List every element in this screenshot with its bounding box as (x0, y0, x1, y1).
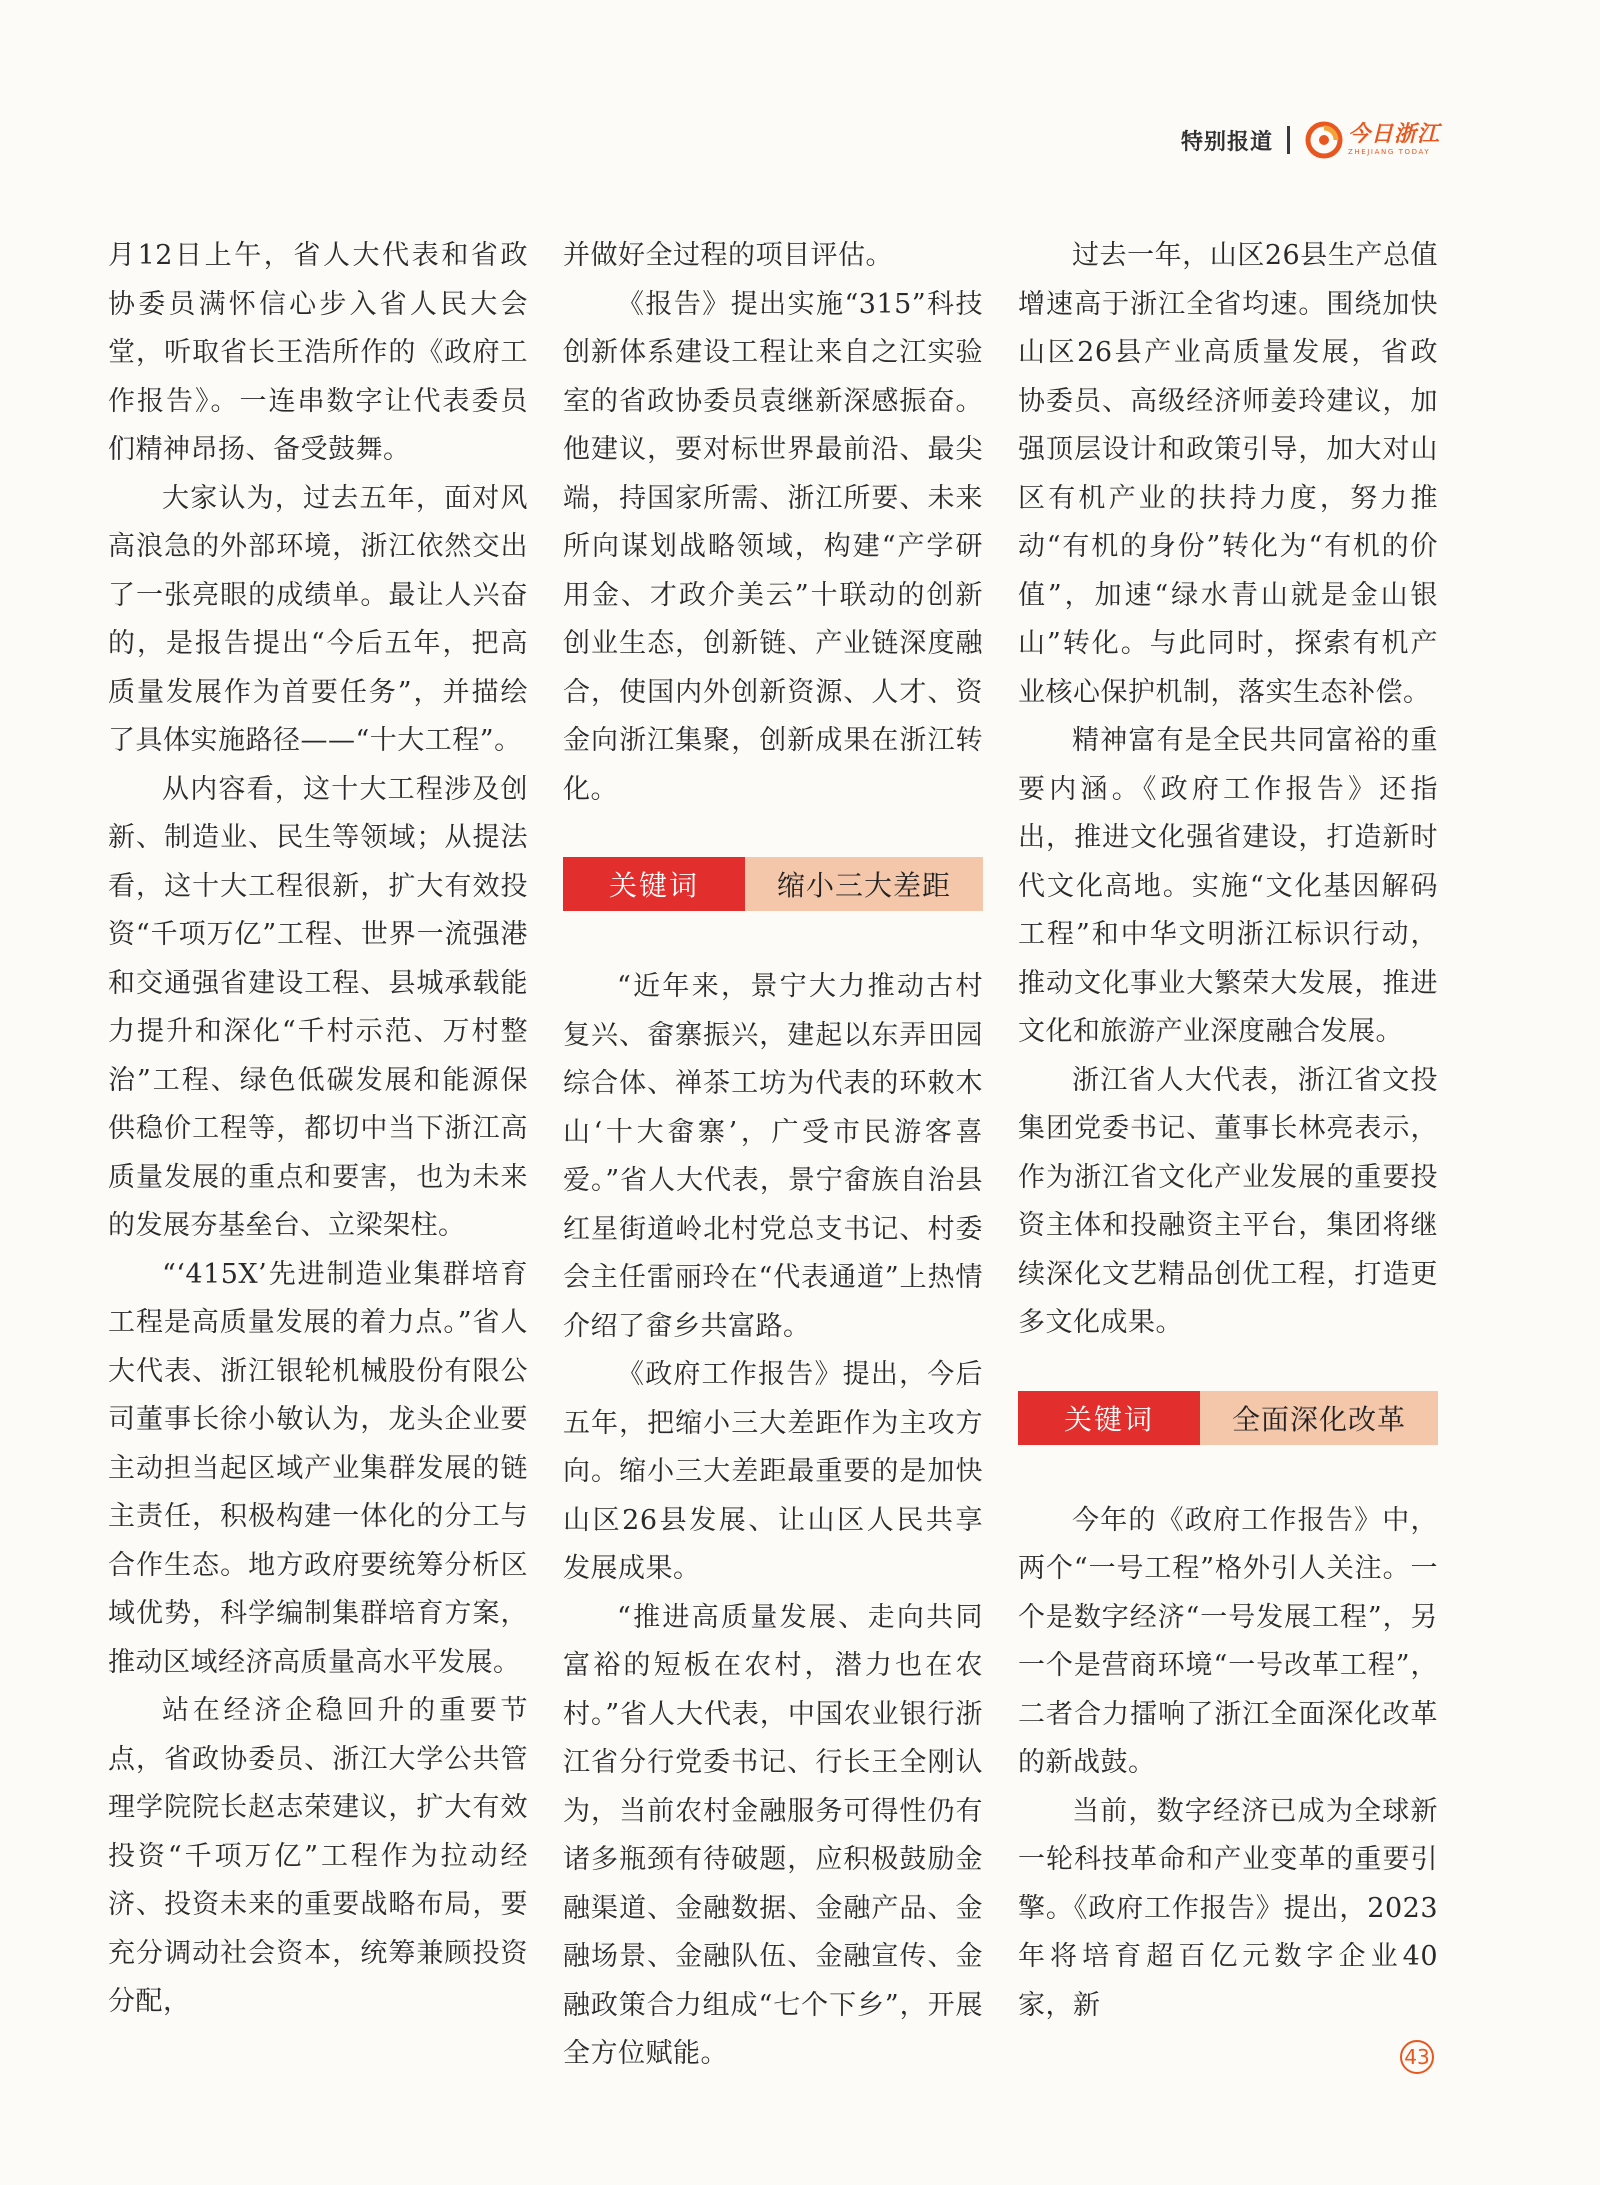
keyword-topic: 全面深化改革 (1200, 1391, 1438, 1445)
paragraph: 过去一年，山区26县生产总值增速高于浙江全省均速。围绕加快山区26县产业高质量发展，省政协委员、高级经济师姜玲建议，加强顶层设计和政策引导，加大对山区有机产业的扶持力度，努力推动“有机的身份”转化为“有机的价值”，加速“绿水青山就是金山银山”转化。与此同时，探索有机产业核心保护机制，落实生态补偿。 (1018, 240, 1438, 708)
paragraph: 浙江省人大代表，浙江省文投集团党委书记、董事长林亮表示，作为浙江省文化产业发展的重要投资主体和投融资主平台，集团将继续深化文艺精品创优工程，打造更多文化成果。 (1018, 1064, 1438, 1338)
paragraph: 站在经济企稳回升的重要节点，省政协委员、浙江大学公共管理学院院长赵志荣建议，扩大有效投资“千项万亿”工程作为拉动经济、投资未来的重要战略布局，要充分调动社会资本，统筹兼顾投资分配， (108, 1695, 528, 2017)
paragraph: 今年的《政府工作报告》中，两个“一号工程”格外引人关注。一个是数字经济“一号发展工程”，另一个是营商环境“一号改革工程”，二者合力擂响了浙江全面深化改革的新战鼓。 (1018, 1504, 1438, 1778)
paragraph: “推进高质量发展、走向共同富裕的短板在农村，潜力也在农村。”省人大代表，中国农业银行浙江省分行党委书记、行长王全刚认为，当前农村金融服务可得性仍有诸多瓶颈有待破题，应积极鼓励金融渠道、金融数据、金融产品、金融场景、金融队伍、金融宣传、金融政策合力组成“七个下乡”，开展全方位赋能。 (563, 1601, 983, 2069)
logo-subtext: ZHEJIANG TODAY (1347, 148, 1431, 156)
header-divider (1287, 126, 1290, 154)
paragraph: 《报告》提出实施“315”科技创新体系建设工程让来自之江实验室的省政协委员袁继新深感振奋。他建议，要对标世界最前沿、最尖端，持国家所需、浙江所要、未来所向谋划战略领域，构建“产学研用金、才政介美云”十联动的创新创业生态，创新链、产业链深度融合，使国内外创新资源、人才、资金向浙江集聚，创新成果在浙江转化。 (563, 288, 983, 805)
article-column-3 (1018, 232, 1438, 2030)
paragraph: 《政府工作报告》提出，今后五年，把缩小三大差距作为主攻方向。缩小三大差距最重要的是加快山区26县发展、让山区人民共享发展成果。 (563, 1359, 983, 1584)
logo-swirl-icon (1304, 120, 1344, 160)
page-header (1181, 118, 1440, 162)
paragraph: 精神富有是全民共同富裕的重要内涵。《政府工作报告》还指出，推进文化强省建设，打造新时代文化高地。实施“文化基因解码工程”和中华文明浙江标识行动，推动文化事业大繁荣大发展，推进文化和旅游产业深度融合发展。 (1018, 725, 1438, 1047)
section-label: 特别报道 (1180, 129, 1273, 155)
paragraph: 大家认为，过去五年，面对风高浪急的外部环境，浙江依然交出了一张亮眼的成绩单。最让人兴奋的，是报告提出“今后五年，把高质量发展作为首要任务”，并描绘了具体实施路径——“十大工程”。 (108, 482, 528, 756)
article-column-2 (563, 232, 983, 2079)
keyword-banner (563, 857, 983, 911)
paragraph: 月12日上午，省人大代表和省政协委员满怀信心步入省人民大会堂，听取省长王浩所作的《政府工作报告》。一连串数字让代表委员们精神昂扬、备受鼓舞。 (108, 240, 528, 465)
keyword-topic: 缩小三大差距 (745, 857, 983, 911)
keyword-label: 关键词 (1018, 1391, 1200, 1445)
paragraph: 从内容看，这十大工程涉及创新、制造业、民生等领域；从提法看，这十大工程很新，扩大有效投资“千项万亿”工程、世界一流强港和交通强省建设工程、县城承载能力提升和深化“千村示范、万村整治”工程、绿色低碳发展和能源保供稳价工程等，都切中当下浙江高质量发展的重点和要害，也为未来的发展夯基垒台、立梁架柱。 (108, 773, 528, 1241)
magazine-logo (1304, 120, 1440, 160)
logo-text: 今日浙江 (1347, 122, 1440, 147)
keyword-label: 关键词 (563, 857, 745, 911)
paragraph: 当前，数字经济已成为全球新一轮科技革命和产业变革的重要引擎。《政府工作报告》提出，2023年将培育超百亿元数字企业40家，新 (1018, 1795, 1438, 2021)
article-column-1 (108, 232, 528, 2027)
paragraph: “‘415X’先进制造业集群培育工程是高质量发展的着力点。”省人大代表、浙江银轮机械股份有限公司董事长徐小敏认为，龙头企业要主动担当起区域产业集群发展的链主责任，积极构建一体化的分工与合作生态。地方政府要统筹分析区域优势，科学编制集群培育方案，推动区域经济高质量高水平发展。 (108, 1258, 528, 1678)
paragraph: 并做好全过程的项目评估。 (563, 240, 893, 271)
page-number: 43 (1400, 2040, 1434, 2074)
keyword-banner (1018, 1391, 1438, 1445)
paragraph: “近年来，景宁大力推动古村复兴、畲寨振兴，建起以东弄田园综合体、禅茶工坊为代表的环敕木山‘十大畲寨’，广受市民游客喜爱。”省人大代表，景宁畲族自治县红星街道岭北村党总支书记、村委会主任雷丽玲在“代表通道”上热情介绍了畲乡共富路。 (563, 971, 983, 1342)
